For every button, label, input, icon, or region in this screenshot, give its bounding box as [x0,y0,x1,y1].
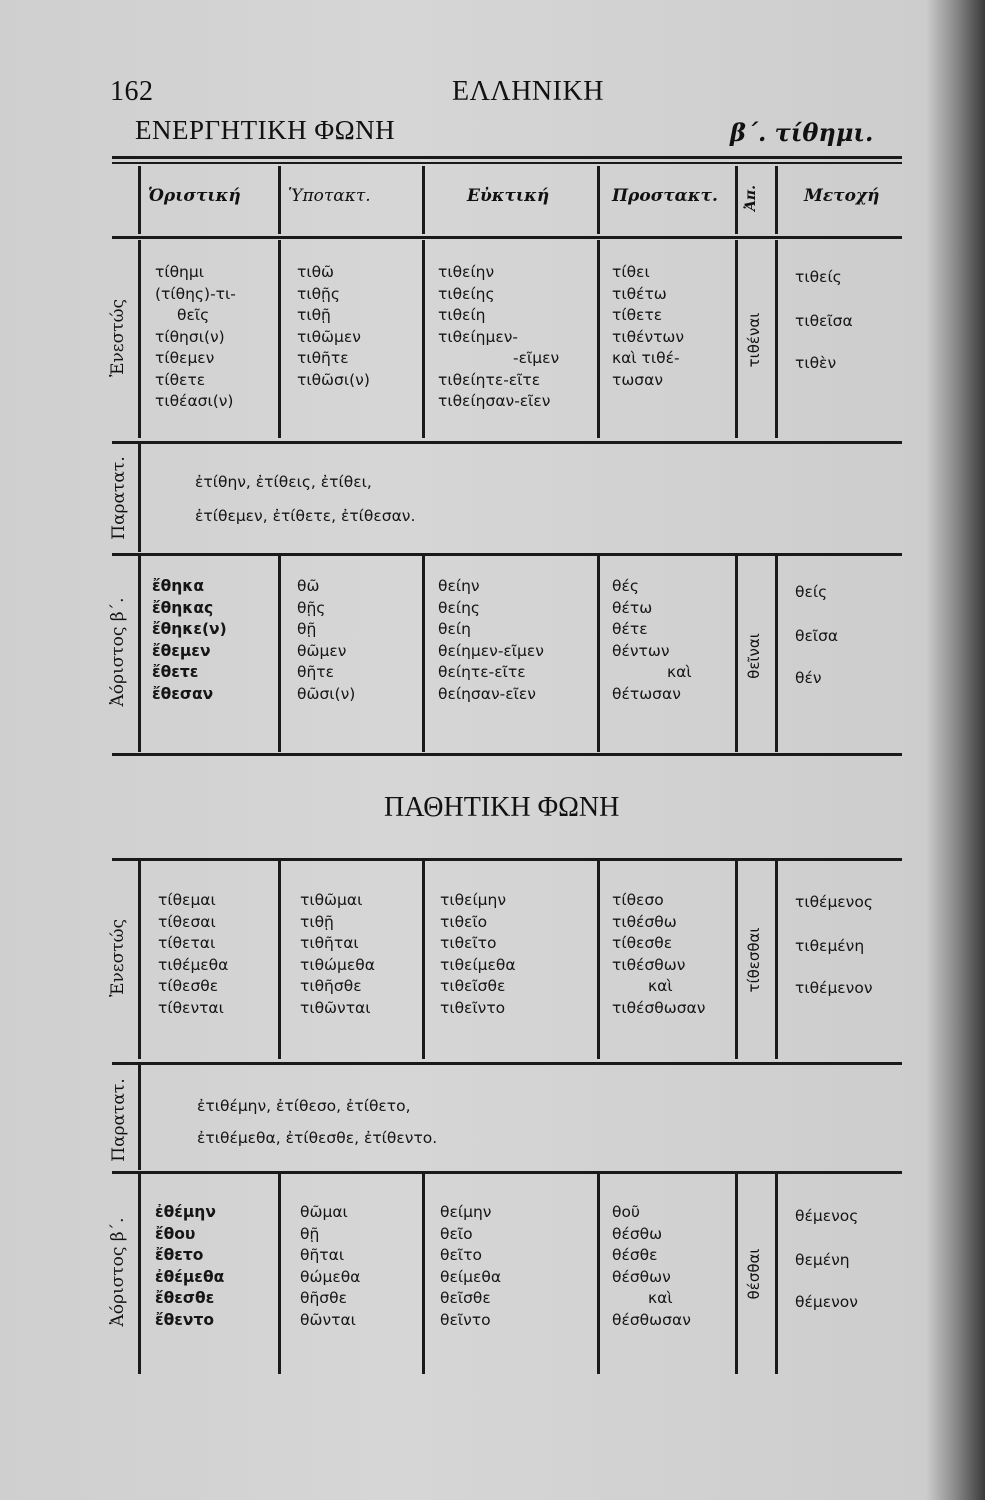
col-divider [735,861,738,1059]
form: καὶ [648,1289,673,1307]
passive-aorist-infinitive: θέσθαι [745,1248,763,1300]
form: θέν [795,669,822,687]
form: τιθείην [438,263,495,281]
form: ἔθεσαν [152,684,214,703]
form: θεμένη [795,1251,850,1269]
form: καὶ [648,977,673,995]
active-aorist-optative [438,576,544,705]
form: θώμεθα [300,1267,361,1286]
col-divider [735,1174,738,1374]
form: τιθείμεθα [440,955,516,974]
form: θείς [795,583,828,601]
form: θέσθε [612,1246,658,1264]
active-imperfect-line-2: ἐτίθεμεν, ἐτίθετε, ἐτίθεσαν. [195,507,416,525]
form: θείμην [440,1203,492,1221]
passive-aorist-participle [795,1206,858,1314]
form: θεῖσα [795,627,839,645]
form: θείησαν-εῖεν [438,684,536,703]
passive-present-optative [440,890,516,1019]
col-divider [775,240,778,438]
form: θῇ [297,620,317,638]
form: ἔθεντο [155,1310,215,1329]
col-divider [597,861,600,1059]
active-present-optative [438,262,559,413]
form: θείης [438,598,481,617]
form: ἔθετε [152,663,199,681]
form: θεῖντο [440,1310,491,1329]
form: θῆσθε [300,1289,347,1307]
form: τιθείης [438,284,495,303]
col-divider [597,1174,600,1374]
form: θῇς [297,598,326,617]
passive-imperfect-line-2: ἐτιθέμεθα, ἐτίθεσθε, ἐτίθεντο. [197,1129,438,1147]
form: τιθώμεθα [300,955,375,974]
form: τιθέμενον [795,979,873,997]
tense-label-passive-aorist: Ἀόριστος β΄. [108,1217,128,1327]
active-aorist-subjunctive [297,576,355,705]
page-number: 162 [110,76,154,107]
active-aorist-indicative [152,576,227,705]
header-infinitive: Ἀπ. [743,185,759,211]
header-indicative: Ὁριστική [148,186,241,206]
form: καὶ τιθέ- [612,349,680,367]
active-aorist-imperative [612,576,692,705]
passive-top-rule [112,858,902,861]
col-divider [597,556,600,752]
row-rule [112,1062,902,1065]
col-divider [597,240,600,438]
col-divider [278,166,281,234]
form: τίθει [612,263,650,281]
form: θείμεθα [440,1267,502,1286]
top-rule-2 [112,162,902,164]
col-divider [735,556,738,752]
form: θῶσι(ν) [297,684,356,703]
col-divider [422,556,425,752]
form: τιθεῖσα [795,312,853,330]
form: τιθείς [795,268,842,286]
form: τιθέσθω [612,912,677,931]
form: θείητε-εῖτε [438,663,526,681]
form: τιθεῖσθε [440,977,506,995]
form: τιθῆσθε [300,977,362,995]
form: τιθῆται [300,934,359,952]
form: ἔθου [155,1224,196,1243]
col-divider [422,166,425,234]
tense-label-active-aorist: Ἀόριστος β΄. [108,597,128,707]
form: θέτωσαν [612,684,681,703]
tense-label-passive-imperfect: Παρατατ. [109,1078,129,1162]
top-rule [112,156,902,159]
form: τιθείμην [440,891,507,909]
row-divider [138,444,141,552]
form: θοῦ [612,1203,640,1221]
form: θῆται [300,1246,345,1264]
form: θῶμεν [297,641,347,660]
form: τωσαν [612,370,664,389]
active-imperfect-line-1: ἐτίθην, ἐτίθεις, ἐτίθει, [195,473,372,491]
col-divider [422,861,425,1059]
col-divider [278,1174,281,1374]
form: ἔθετο [155,1246,204,1264]
header-optative: Εὐκτική [467,186,550,206]
form: τίθενται [158,998,224,1017]
form: τιθεῖντο [440,998,506,1017]
form: θῶνται [300,1310,356,1329]
form: θῶμαι [300,1203,348,1221]
form: τίθεσαι [158,912,216,931]
verb-label: β΄. τίθημι. [730,118,874,147]
row-divider [138,861,141,1059]
form: θεῖτο [440,1246,482,1264]
form: τιθέμεθα [158,955,229,974]
form: θεῖς [177,306,210,324]
form: τιθῶνται [300,998,371,1017]
form: (τίθης)-τι- [155,284,236,303]
row-rule [112,1171,902,1174]
form: θέμενον [795,1293,858,1311]
col-divider [597,166,600,234]
col-divider [775,1174,778,1374]
active-present-indicative [155,262,236,413]
section-title: ΕΝΕΡΓΗΤΙΚΗ ΦΩΝΗ [135,115,396,145]
tense-label-passive-present: Ἐνεστώς [108,918,128,998]
header-bottom-rule [112,236,902,239]
passive-aorist-imperative [612,1202,691,1331]
form: τιθεμένη [795,937,865,955]
form: θῇ [300,1224,320,1243]
form: τίθεμεν [155,349,215,367]
form: τιθῶ [297,263,335,281]
col-divider [278,556,281,752]
form: θέμενος [795,1207,859,1225]
form: ἐθέμεθα [155,1267,225,1286]
tense-label-active-present: Ἐνεστώς [108,298,128,378]
passive-section-title: ΠΑΘΗΤΙΚΗ ΦΩΝΗ [384,792,620,823]
col-divider [735,240,738,438]
row-rule [112,441,902,444]
col-divider [138,166,141,234]
form: τιθεῖτο [440,934,497,952]
form: ἔθεσθε [155,1289,215,1307]
form: ἔθηκα [152,577,204,595]
form: θές [612,577,639,595]
form: τιθῆτε [297,349,349,367]
passive-present-indicative [158,890,228,1019]
form: τιθέσθων [612,955,686,974]
passive-present-participle [795,892,873,1000]
form: τιθέσθωσαν [612,998,706,1017]
passive-aorist-indicative [155,1202,224,1331]
form: θέσθων [612,1267,671,1286]
col-divider [775,166,778,234]
form: τιθῇς [297,284,340,303]
form: ἐθέμην [155,1203,216,1221]
form: τιθέντων [612,327,685,346]
form: θέτε [612,620,648,638]
header-imperative: Προστακτ. [612,186,718,206]
form: θέσθωσαν [612,1310,691,1329]
passive-present-infinitive: τίθεσθαι [745,927,763,993]
row-rule [112,753,902,756]
form: θείημεν-εῖμεν [438,641,544,660]
form: -εῖμεν [513,349,560,367]
row-divider [138,1065,141,1170]
active-present-participle [795,266,853,374]
passive-aorist-subjunctive [300,1202,360,1331]
active-aorist-participle [795,582,838,690]
form: θείην [438,577,480,595]
form: τιθείη [438,306,486,324]
col-divider [422,240,425,438]
active-present-subjunctive [297,262,370,391]
form: τίθησι(ν) [155,327,225,346]
form: τίθεμαι [158,891,216,909]
form: θέσθω [612,1224,663,1243]
form: τιθῶμαι [300,891,363,909]
form: τιθέασι(ν) [155,392,234,410]
form: θέντων [612,641,670,660]
form: τίθεσθε [612,934,673,952]
active-present-infinitive: τιθέναι [745,312,763,368]
form: τίθετε [155,370,206,389]
form: ἔθηκας [152,598,214,617]
row-divider [138,240,141,438]
form: τιθῶσι(ν) [297,370,370,389]
form: θεῖο [440,1224,473,1243]
row-rule [112,553,902,556]
form: τίθεται [158,934,216,952]
header-participle: Μετοχή [804,186,880,206]
form: ἔθηκε(ν) [152,620,227,638]
form: τιθῇ [297,306,331,324]
passive-aorist-optative [440,1202,501,1331]
form: τιθῶμεν [297,327,361,346]
active-aorist-infinitive: θεῖναι [745,633,763,679]
row-divider [138,556,141,752]
header-subjunctive: Ὑποτακτ. [288,186,371,206]
form: τιθέτω [612,284,667,303]
col-divider [422,1174,425,1374]
passive-present-imperative [612,890,705,1019]
form: τιθείητε-εῖτε [438,370,541,389]
form: τίθημι [155,263,204,281]
active-present-imperative [612,262,684,391]
form: ἔθεμεν [152,641,211,660]
form: θεῖσθε [440,1289,491,1307]
form: τίθετε [612,306,663,324]
passive-imperfect-line-1: ἐτιθέμην, ἐτίθεσο, ἐτίθετο, [197,1097,411,1115]
form: τίθεσο [612,891,664,909]
tense-label-active-imperfect: Παρατατ. [109,456,129,540]
form: τιθὲν [795,354,837,372]
form: τιθῇ [300,912,334,931]
form: τιθέμενος [795,893,873,911]
form: θῆτε [297,663,335,681]
form: θῶ [297,577,320,595]
passive-present-subjunctive [300,890,375,1019]
col-divider [278,861,281,1059]
col-divider [775,556,778,752]
form: τίθεσθε [158,977,219,995]
form: θείη [438,620,471,638]
row-divider [138,1174,141,1374]
form: καὶ [667,663,692,681]
form: τιθείημεν- [438,327,518,346]
running-title: ΕΛΛΗΝΙΚΗ [452,76,604,107]
col-divider [278,240,281,438]
form: τιθεῖο [440,912,488,931]
col-divider [775,861,778,1059]
form: θέτω [612,598,653,617]
col-divider [735,166,738,234]
form: τιθείησαν-εῖεν [438,392,551,410]
